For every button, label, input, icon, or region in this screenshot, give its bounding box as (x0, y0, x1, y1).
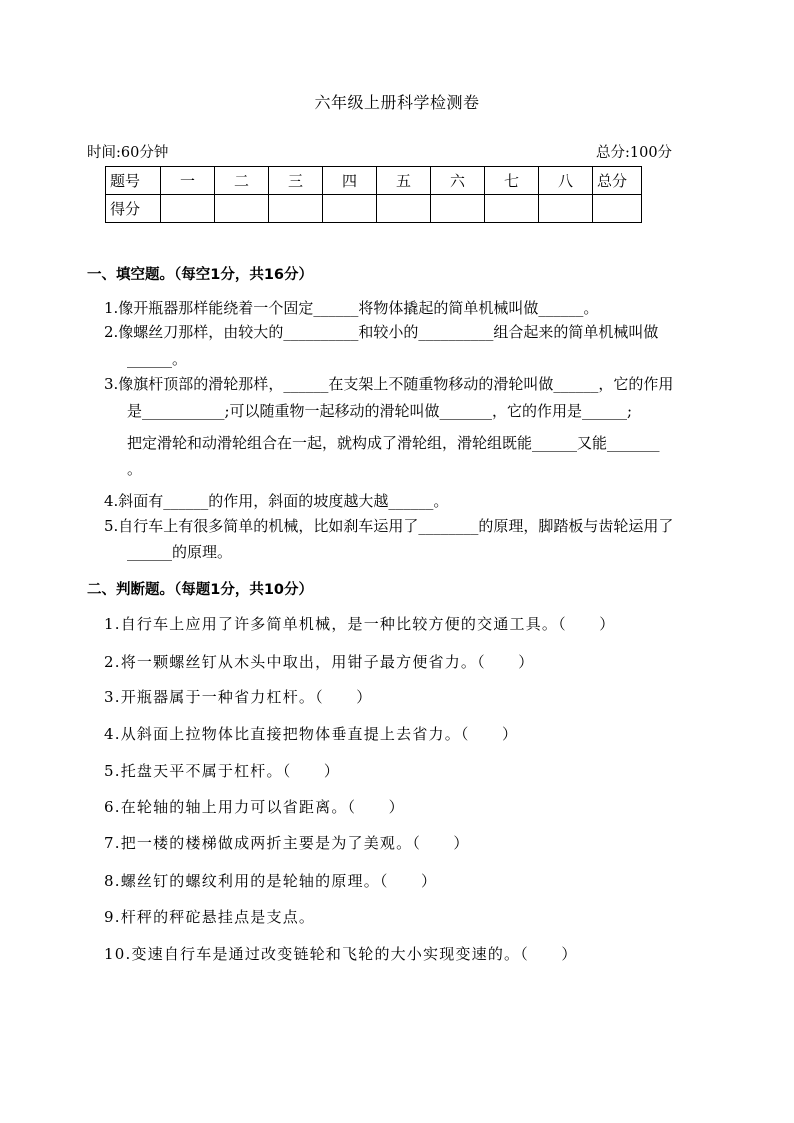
tf-question-1: 1.自行车上应用了许多简单机械，是一种比较方便的交通工具。（ ） (104, 615, 616, 633)
score-table-score-row (106, 195, 642, 223)
fill-question-3-cont: 是___________;可以随重物一起移动的滑轮叫做_______，它的作用是______; (127, 402, 633, 420)
tf-question-2: 2.将一颗螺丝钉从木头中取出，用钳子最方便省力。（ ） (104, 653, 535, 671)
score-table-header-cell: 六 (431, 167, 485, 195)
fill-question-3-cont: 把定滑轮和动滑轮组合在一起，就构成了滑轮组，滑轮组既能______又能_______ (127, 434, 660, 452)
section-heading-fill-in: 一、填空题。（每空1分，共16分） (87, 267, 314, 283)
fill-question-4: 4.斜面有______的作用，斜面的坡度越大越______。 (104, 492, 449, 510)
score-cell[interactable] (323, 195, 377, 223)
fill-question-2: 2.像螺丝刀那样，由较大的__________和较小的__________组合起来的简单机械叫做 (104, 323, 659, 341)
exam-time: 时间:60分钟 (87, 145, 169, 161)
score-cell[interactable] (593, 195, 642, 223)
score-table-header-cell: 题号 (106, 167, 161, 195)
fill-question-5-cont: ______的原理。 (127, 543, 233, 561)
score-table-header-cell: 总分 (593, 167, 642, 195)
page-title: 六年级上册科学检测卷 (314, 93, 480, 112)
score-cell[interactable] (215, 195, 269, 223)
fill-question-2-cont: ______。 (127, 350, 188, 368)
fill-question-3: 3.像旗杆顶部的滑轮那样，______在支架上不随重物移动的滑轮叫做______，它的作用 (104, 375, 674, 393)
score-table-header-cell: 四 (323, 167, 377, 195)
score-table-header-cell: 三 (269, 167, 323, 195)
score-cell[interactable] (377, 195, 431, 223)
tf-question-5: 5.托盘天平不属于杠杆。（ ） (104, 762, 341, 780)
fill-question-5: 5.自行车上有很多简单的机械，比如刹车运用了________的原理，脚踏板与齿轮运用了 (104, 517, 674, 535)
tf-question-7: 7.把一楼的楼梯做成两折主要是为了美观。（ ） (104, 834, 470, 852)
score-table-header-cell: 五 (377, 167, 431, 195)
score-table-header-row (106, 167, 642, 195)
tf-question-9: 9.杆秤的秤砣悬挂点是支点。 (104, 908, 316, 926)
fill-question-1: 1.像开瓶器那样能绕着一个固定______将物体撬起的简单机械叫做______。 (104, 299, 599, 317)
score-cell[interactable] (431, 195, 485, 223)
exam-total-score: 总分:100分 (596, 145, 673, 161)
tf-question-6: 6.在轮轴的轴上用力可以省距离。（ ） (104, 798, 405, 816)
score-cell[interactable] (161, 195, 215, 223)
tf-question-3: 3.开瓶器属于一种省力杠杆。（ ） (104, 688, 373, 706)
score-cell[interactable] (269, 195, 323, 223)
score-table-header-cell: 二 (215, 167, 269, 195)
tf-question-10: 10.变速自行车是通过改变链轮和飞轮的大小实现变速的。（ ） (104, 945, 578, 963)
tf-question-8: 8.螺丝钉的螺纹利用的是轮轴的原理。（ ） (104, 872, 438, 890)
score-cell[interactable] (485, 195, 539, 223)
tf-question-4: 4.从斜面上拉物体比直接把物体垂直提上去省力。（ ） (104, 725, 519, 743)
score-table (105, 166, 642, 223)
score-table-row-label: 得分 (106, 195, 161, 223)
section-heading-true-false: 二、判断题。（每题1分，共10分） (87, 582, 314, 598)
score-table-header-cell: 八 (539, 167, 593, 195)
score-table-header-cell: 一 (161, 167, 215, 195)
score-cell[interactable] (539, 195, 593, 223)
score-table-header-cell: 七 (485, 167, 539, 195)
fill-question-3-cont: 。 (127, 460, 143, 478)
